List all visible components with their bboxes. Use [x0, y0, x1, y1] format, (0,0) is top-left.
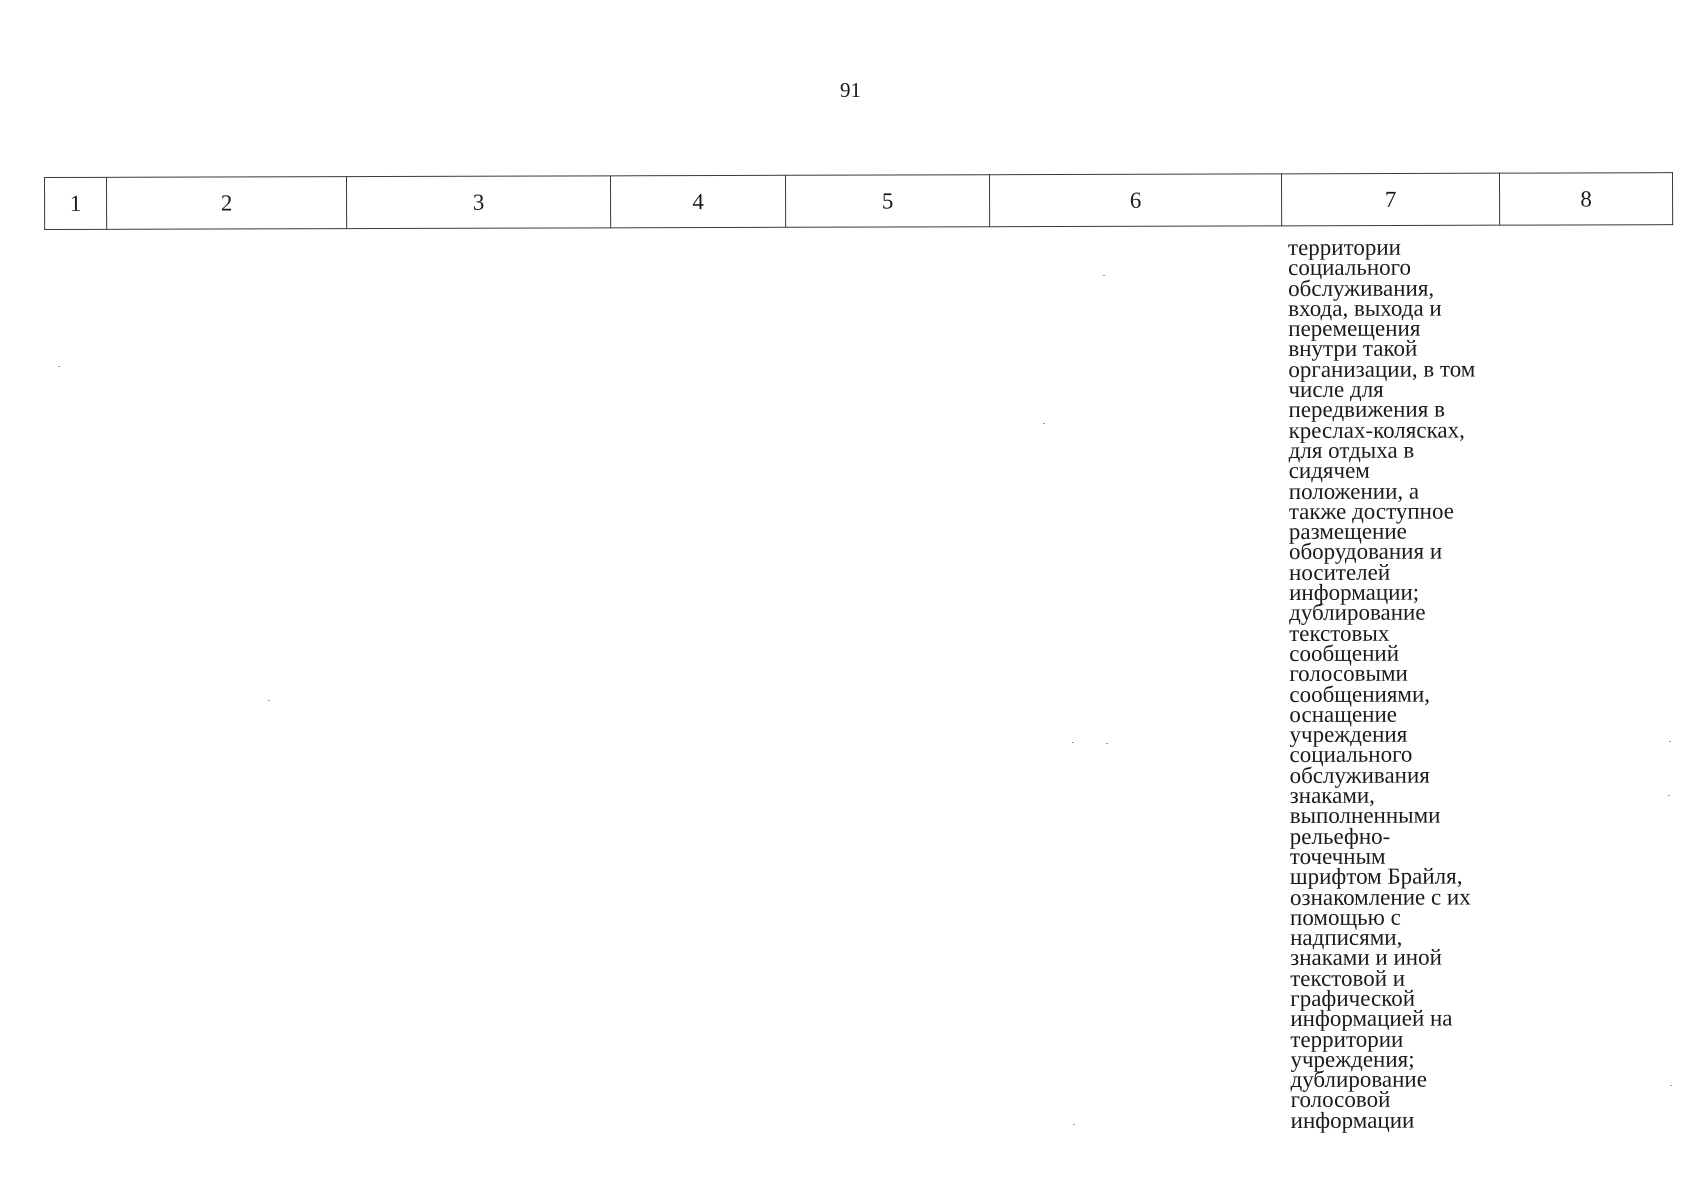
column-7-text-line: оснащение [1289, 701, 1397, 727]
column-number-4: 4 [610, 175, 785, 228]
column-number-2: 2 [107, 177, 347, 230]
column-7-text-line: обслуживания [1289, 762, 1430, 788]
column-7-text-line: ознакомление с их [1289, 883, 1471, 910]
column-number-1: 1 [45, 177, 107, 229]
column-number-6: 6 [989, 174, 1281, 227]
column-7-text-line: обслуживания, [1288, 275, 1435, 301]
column-7-text-line: рельефно- [1289, 823, 1391, 849]
column-7-text-line: шрифтом Брайля, [1289, 863, 1463, 890]
column-7-text-line: креслах-колясках, [1288, 417, 1465, 443]
column-7-text-line: для отдыха в [1288, 437, 1415, 463]
column-7-text-line: внутри такой [1288, 336, 1418, 362]
column-number-5: 5 [785, 175, 989, 228]
column-7-text-line: размещение [1288, 518, 1407, 545]
column-7-text-line: оборудования и [1288, 538, 1443, 565]
column-7-text-line: помощью с [1289, 904, 1401, 930]
column-7-text-line: территории [1287, 234, 1402, 260]
column-number-row [45, 173, 1673, 230]
column-number-7: 7 [1281, 173, 1499, 226]
column-7-text-line: учреждения; [1290, 1046, 1415, 1072]
column-7-text-line: информации; [1289, 579, 1420, 606]
column-7-text-line: голосовой [1290, 1087, 1391, 1113]
column-7-text-line: также доступное [1288, 498, 1454, 524]
column-7-text-line: выполненными [1289, 802, 1441, 829]
column-7-text-line: сообщениями, [1289, 681, 1431, 707]
column-7-text-line: носителей [1288, 559, 1391, 585]
column-7-text-line: социального [1288, 254, 1411, 281]
column-7-text-line: социального [1289, 742, 1413, 768]
column-7-text-line: информацией на [1290, 1005, 1453, 1032]
column-7-text-line: текстовых [1289, 620, 1390, 646]
page-number: 91 [840, 78, 861, 102]
column-7-text-line: положении, а [1288, 478, 1420, 504]
column-7-continuation-text [1287, 234, 1516, 1133]
column-7-text-line: графической [1290, 985, 1416, 1011]
column-7-text-line: надписями, [1290, 924, 1403, 951]
column-7-text-line: дублирование [1290, 1066, 1427, 1093]
column-7-text-line: сообщений [1289, 640, 1400, 666]
column-number-8: 8 [1499, 173, 1672, 226]
column-7-text-line: текстовой и [1290, 965, 1406, 991]
column-7-text-line: знаками и иной [1290, 944, 1442, 971]
column-number-3: 3 [347, 176, 611, 229]
column-7-text-line: числе для [1288, 376, 1384, 403]
column-7-text-line: сидячем [1288, 458, 1370, 484]
column-7-text-line: передвижения в [1288, 396, 1445, 423]
column-7-text-line: перемещения [1288, 315, 1421, 342]
column-7-text-line: точечным [1289, 843, 1386, 869]
column-7-text-line: учреждения [1289, 721, 1408, 748]
column-7-text-line: информации [1290, 1107, 1415, 1133]
column-7-text-line: знаками, [1289, 782, 1375, 809]
column-7-text-line: территории [1290, 1026, 1404, 1052]
column-number-header-table [44, 172, 1673, 230]
column-7-text-line: организации, в том [1288, 356, 1476, 382]
column-7-text-line: голосовыми [1289, 660, 1408, 687]
column-7-text-line: входа, выхода и [1288, 295, 1442, 321]
column-7-text-line: дублирование [1289, 599, 1426, 626]
